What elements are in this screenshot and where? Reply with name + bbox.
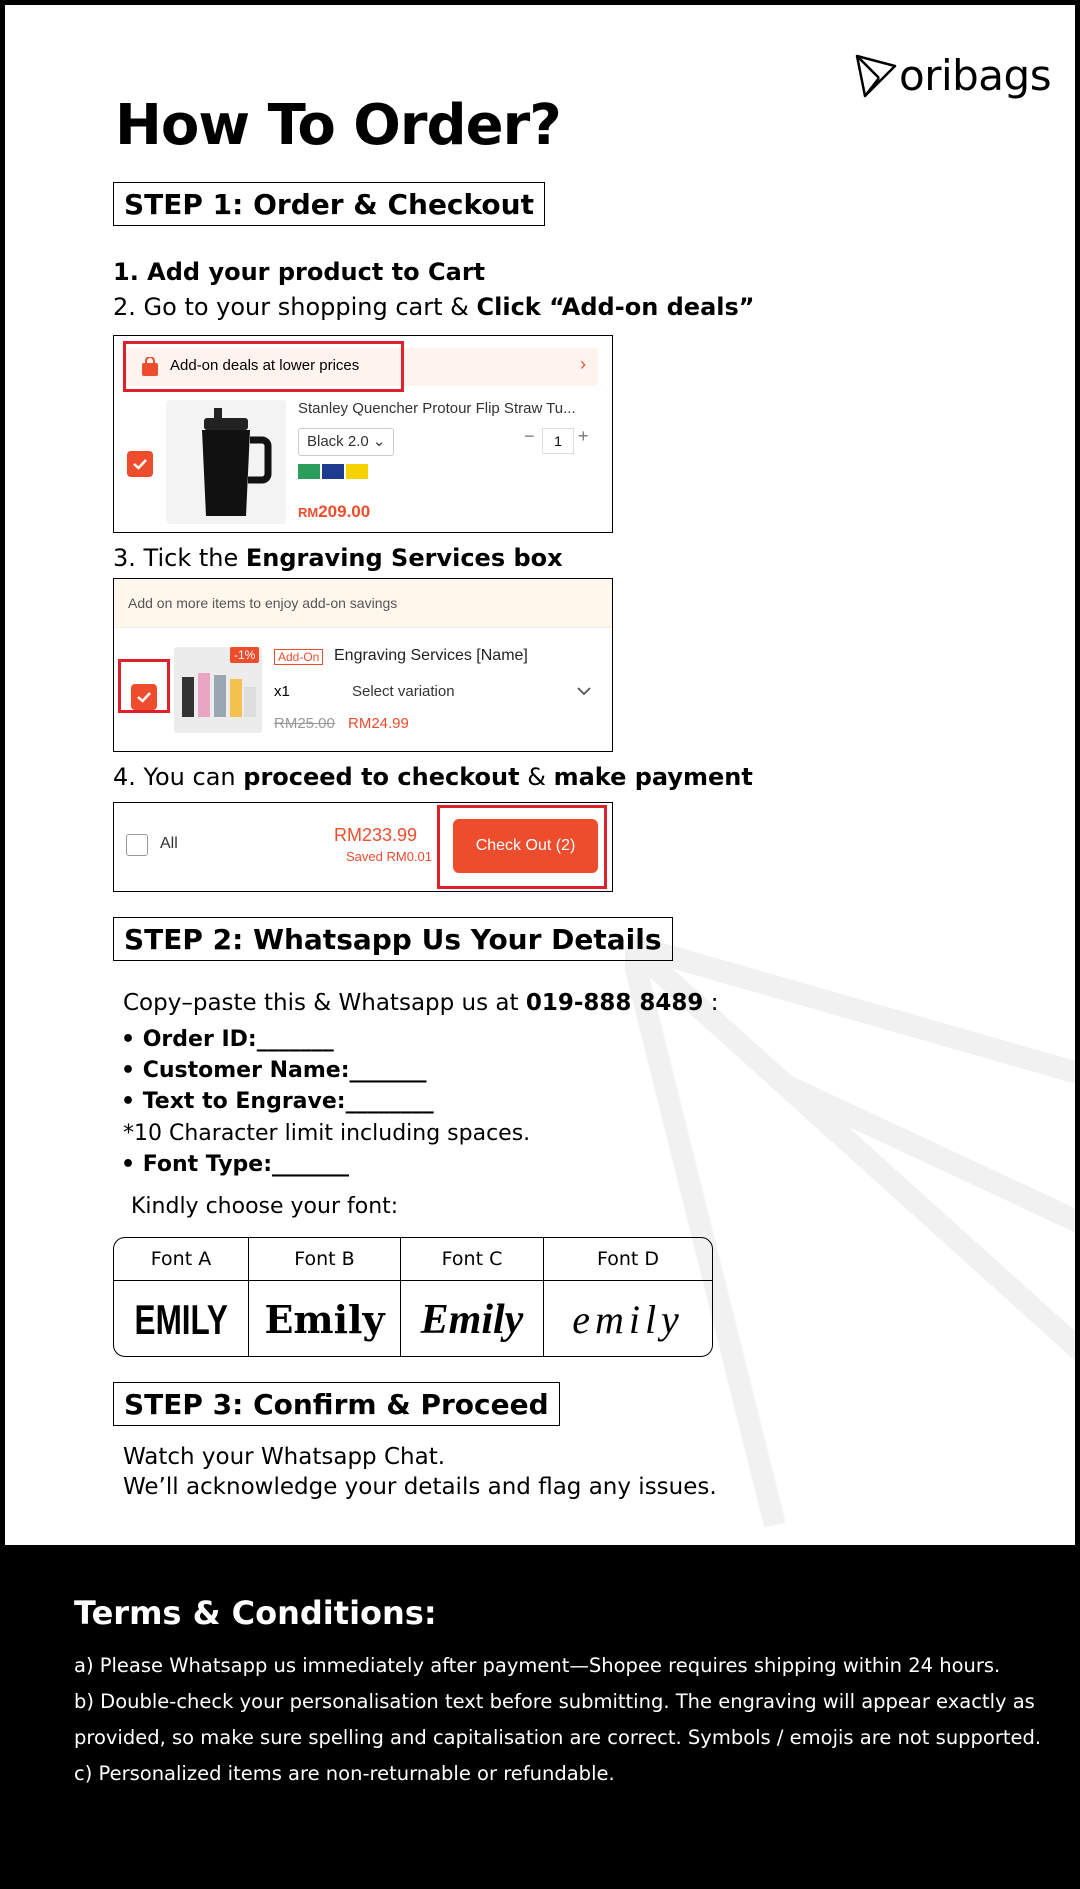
step2-intro (123, 990, 719, 1016)
step1-item4-mid: & (519, 763, 554, 791)
step1-item4-bold2: make payment (553, 763, 753, 791)
character-limit-note: *10 Character limit including spaces. (123, 1121, 531, 1146)
chevron-down-icon[interactable] (576, 685, 592, 697)
checkout-total: RM233.99 (334, 825, 418, 845)
variant-selector[interactable] (298, 428, 394, 456)
font-b-label: Font B (249, 1238, 401, 1281)
step1-heading: STEP 1: Order & Checkout (113, 182, 545, 226)
page-title: How To Order? (115, 93, 561, 158)
chevron-right-icon: › (580, 354, 586, 374)
font-a-sample-text: EMILY (134, 1295, 228, 1343)
term-b: b) Double-check your personalisation text before submitting. The engraving will appear exactly as provided, so make sure spelling and capitalisation are correct. Symbols / emojis are not supported. (74, 1690, 1042, 1749)
step1-item4 (113, 763, 753, 791)
term-c: c) Personalized items are non-returnable or refundable. (74, 1762, 615, 1785)
step3-heading: STEP 3: Confirm & Proceed (113, 1382, 560, 1426)
step1-item1: 1. Add your product to Cart (113, 258, 486, 286)
paper-plane-icon (855, 54, 897, 98)
term-a: a) Please Whatsapp us immediately after payment—Shopee requires shipping within 24 hours. (74, 1654, 1001, 1677)
check-icon (131, 455, 149, 473)
font-options-table (113, 1237, 713, 1357)
step1-item2-bold: Click “Add-on deals” (476, 293, 755, 321)
step2-intro-end: : (703, 990, 719, 1016)
qty-minus-button[interactable]: − (524, 426, 535, 446)
background-logo-watermark (625, 925, 1075, 1545)
step1-item4-bold1: proceed to checkout (243, 763, 520, 791)
step1-item3 (113, 544, 563, 572)
tumbler-illustration (166, 400, 286, 524)
checkout-button[interactable]: Check Out (2) (453, 819, 598, 873)
addon-screenshot (113, 578, 613, 752)
addon-qty: x1 (274, 683, 290, 700)
font-d-sample-text: emily (572, 1297, 684, 1342)
select-all-checkbox[interactable] (126, 834, 148, 856)
addon-deals-banner-text: Add-on deals at lower prices (170, 357, 360, 374)
discount-badge: -1% (230, 647, 259, 663)
font-d-sample (544, 1281, 712, 1357)
order-guide-sheet (5, 5, 1075, 1545)
price-currency: RM (298, 505, 319, 520)
select-all-label: All (160, 835, 178, 852)
field-order-id: • Order ID:_______ (121, 1027, 334, 1052)
step1-item4-text: 4. You can (113, 763, 244, 791)
brand-name: oribags (899, 51, 1052, 100)
checkout-saved: Saved RM0.01 (346, 849, 432, 864)
brand-logo (855, 51, 1051, 100)
product-checkbox[interactable] (127, 451, 153, 477)
promo-badge (322, 464, 344, 479)
font-c-label: Font C (401, 1238, 544, 1281)
font-c-sample-text: Emily (420, 1296, 524, 1343)
new-price: RM24.99 (348, 715, 409, 732)
step1-item3-text: 3. Tick the (113, 544, 246, 572)
step2-intro-text: Copy–paste this & Whatsapp us at (123, 990, 526, 1016)
promo-badge (346, 464, 368, 479)
field-customer-name: • Customer Name:_______ (121, 1058, 427, 1083)
font-c-sample (401, 1281, 544, 1357)
font-a-sample (114, 1281, 249, 1357)
highlight-box (437, 805, 607, 889)
field-font-type: • Font Type:_______ (121, 1152, 350, 1177)
product-price (298, 502, 370, 522)
checkout-screenshot (113, 802, 613, 892)
step3-line2: We’ll acknowledge your details and flag any issues. (123, 1474, 717, 1500)
chevron-down-icon: ⌄ (368, 433, 386, 450)
variation-selector[interactable]: Select variation (352, 683, 455, 700)
promo-badges (298, 464, 368, 479)
price-value: 209.00 (318, 502, 371, 521)
cart-screenshot (113, 335, 613, 533)
terms-title: Terms & Conditions: (74, 1594, 437, 1632)
old-price: RM25.00 (274, 715, 335, 732)
step1-item3-bold: Engraving Services box (245, 544, 563, 572)
font-d-label: Font D (544, 1238, 712, 1281)
field-text-to-engrave: • Text to Engrave:________ (121, 1089, 434, 1114)
highlight-box (118, 659, 170, 713)
qty-plus-button[interactable]: + (578, 426, 589, 446)
variant-value: Black 2.0 (307, 433, 369, 450)
product-name[interactable]: Stanley Quencher Protour Flip Straw Tu... (298, 400, 576, 417)
promo-badge (298, 464, 320, 479)
addon-tag: Add-On (274, 649, 323, 665)
terms-list (74, 1648, 1044, 1792)
choose-font-prompt: Kindly choose your font: (131, 1194, 399, 1219)
font-b-sample-text: Emily (264, 1297, 385, 1342)
product-image (166, 400, 286, 524)
font-b-sample (249, 1281, 401, 1357)
step3-line1: Watch your Whatsapp Chat. (123, 1444, 446, 1470)
addon-savings-text: Add on more items to enjoy add-on savings (128, 595, 398, 611)
qty-value[interactable]: 1 (542, 428, 574, 454)
whatsapp-phone-number[interactable]: 019-888 8489 (525, 990, 704, 1016)
step1-item2-text: 2. Go to your shopping cart & (113, 293, 477, 321)
addon-name[interactable]: Engraving Services [Name] (334, 647, 528, 664)
step2-heading: STEP 2: Whatsapp Us Your Details (113, 917, 673, 961)
highlight-box (123, 341, 404, 392)
font-a-label: Font A (114, 1238, 249, 1281)
step1-item2 (113, 293, 755, 321)
